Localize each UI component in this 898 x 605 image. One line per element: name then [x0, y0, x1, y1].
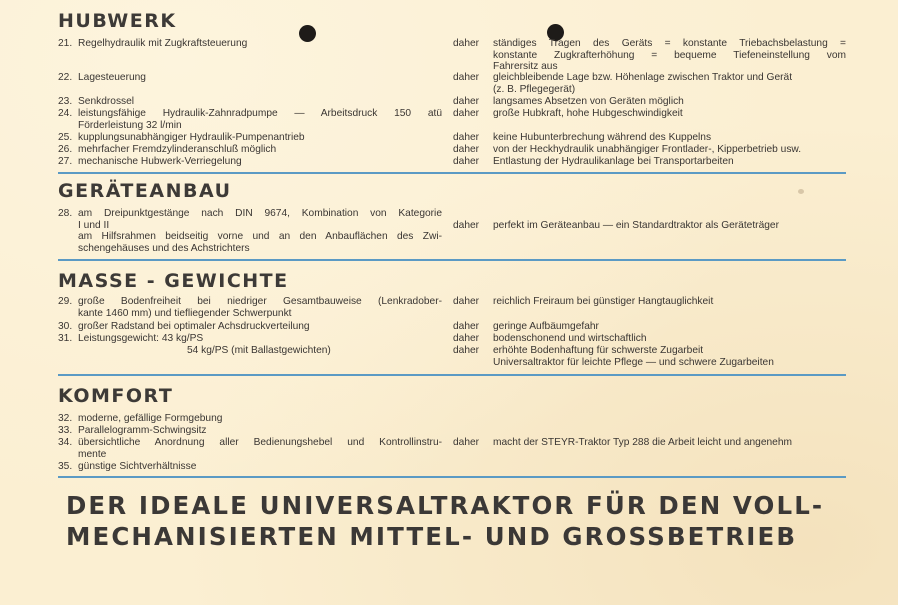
item-feature — [78, 72, 442, 84]
item-benefit — [493, 345, 846, 368]
feature-line: mehrfacher Fremdzylinderanschluß möglich — [78, 144, 277, 155]
feature-line: schengehäuses und des Achstrichters — [78, 242, 250, 254]
item-number: 27. — [58, 156, 73, 167]
item-number: 22. — [58, 72, 73, 83]
feature-line: großer Radstand bei optimaler Achsdruckverteilung — [78, 321, 310, 332]
item-number: 32. — [58, 413, 73, 424]
item-feature — [78, 437, 442, 460]
feature-line: am Dreipunktgestänge nach DIN 9674, Kombination von Kategorie — [78, 208, 442, 219]
section-divider — [58, 476, 846, 478]
section-heading: GERÄTEANBAU — [58, 180, 232, 202]
feature-line: Regelhydraulik mit Zugkraftsteuerung — [78, 38, 248, 49]
item-number: 28. — [58, 208, 73, 219]
item-feature — [78, 108, 442, 131]
item-benefit — [493, 108, 846, 120]
benefit-line: konstante Zugkrafterhöhung = bequeme Tiefeneinstellung vom — [493, 49, 846, 61]
item-number: 24. — [58, 108, 73, 119]
item-daher: daher — [453, 220, 480, 231]
section-heading: HUBWERK — [58, 10, 177, 32]
item-benefit — [493, 333, 846, 345]
item-daher: daher — [453, 96, 480, 107]
slogan-line: DER IDEALE UNIVERSALTRAKTOR FÜR DEN VOLL- — [66, 491, 825, 520]
item-feature — [78, 208, 442, 254]
item-benefit — [493, 220, 846, 232]
section-divider — [58, 259, 846, 261]
benefit-line: große Hubkraft, hohe Hubgeschwindigkeit — [493, 108, 683, 119]
feature-line: mechanische Hubwerk-Verriegelung — [78, 156, 242, 167]
benefit-line: langsames Absetzen von Geräten möglich — [493, 96, 684, 107]
item-feature — [78, 461, 442, 473]
benefit-line: ständiges Tragen des Geräts = konstante Triebachsbelastung = — [493, 38, 846, 49]
benefit-line: von der Heckhydraulik unabhängiger Frontlader-, Kipperbetrieb usw. — [493, 144, 802, 155]
benefit-line: reichlich Freiraum bei günstiger Hangtauglichkeit — [493, 296, 714, 307]
item-daher: daher — [453, 156, 480, 167]
item-feature — [78, 132, 442, 144]
item-number: 34. — [58, 437, 73, 448]
section-heading: MASSE - GEWICHTE — [58, 270, 289, 292]
item-benefit — [493, 144, 846, 156]
item-daher: daher — [453, 132, 480, 143]
item-number: 29. — [58, 296, 73, 307]
feature-line: Leistungsgewicht: 43 kg/PS — [78, 333, 204, 344]
item-feature — [78, 296, 442, 319]
item-benefit — [493, 156, 846, 168]
item-benefit — [493, 132, 846, 144]
benefit-line: geringe Aufbäumgefahr — [493, 321, 599, 332]
item-benefit — [493, 321, 846, 333]
section-geraeteanbau — [58, 180, 846, 202]
benefit-line: gleichbleibende Lage bzw. Höhenlage zwischen Traktor und Gerät — [493, 72, 793, 83]
item-daher: daher — [453, 108, 480, 119]
slogan-line: MECHANISIERTEN MITTEL- UND GROSSBETRIEB — [66, 522, 798, 551]
item-number: 23. — [58, 96, 73, 107]
item-number: 26. — [58, 144, 73, 155]
item-feature — [78, 321, 442, 333]
benefit-line: Fahrersitz aus — [493, 61, 558, 72]
item-number: 31. — [58, 333, 73, 344]
feature-line: mente — [78, 448, 107, 460]
item-daher: daher — [453, 321, 480, 332]
feature-line: Förderleistung 32 l/min — [78, 119, 182, 131]
item-daher: daher — [453, 296, 480, 307]
item-daher: daher — [453, 144, 480, 155]
feature-line: kante 1460 mm) und tiefliegender Schwerpunkt — [78, 307, 292, 319]
item-feature — [78, 333, 442, 356]
item-daher: daher — [453, 72, 480, 83]
section-divider — [58, 374, 846, 376]
item-benefit — [493, 437, 846, 449]
item-feature — [78, 144, 442, 156]
benefit-line: erhöhte Bodenhaftung für schwerste Zugarbeit — [493, 345, 704, 356]
feature-line: günstige Sichtverhältnisse — [78, 461, 197, 472]
section-heading: KOMFORT — [58, 385, 174, 407]
item-daher: daher — [453, 345, 480, 356]
feature-line: am Hilfsrahmen beidseitig vorne und an den Anbauflächen des Zwi- — [78, 231, 442, 242]
item-feature — [78, 156, 442, 168]
feature-line: Parallelogramm-Schwingsitz — [78, 425, 207, 436]
item-number: 30. — [58, 321, 73, 332]
item-daher: daher — [453, 38, 480, 49]
item-daher: daher — [453, 437, 480, 448]
item-benefit — [493, 96, 846, 108]
closing-slogan — [66, 490, 856, 552]
benefit-line: keine Hubunterbrechung während des Kuppelns — [493, 132, 712, 143]
section-masse-gewichte — [58, 270, 846, 292]
feature-line: kupplungsunabhängiger Hydraulik-Pumpenantrieb — [78, 132, 305, 143]
feature-line: I und II — [78, 219, 110, 231]
item-benefit — [493, 296, 846, 308]
item-number: 25. — [58, 132, 73, 143]
item-feature — [78, 413, 442, 425]
benefit-line: macht der STEYR-Traktor Typ 288 die Arbeit leicht und angenehm — [493, 437, 792, 448]
feature-line: moderne, gefällige Formgebung — [78, 413, 223, 424]
section-divider — [58, 172, 846, 174]
item-feature — [78, 96, 442, 108]
benefit-line: perfekt im Geräteanbau — ein Standardtraktor als Geräteträger — [493, 220, 779, 231]
item-benefit — [493, 38, 846, 73]
feature-line: übersichtliche Anordnung aller Bedienungshebel und Kontrollinstru- — [78, 437, 442, 448]
item-feature — [78, 38, 442, 50]
benefit-line: Universaltraktor für leichte Pflege — und schwere Zugarbeiten — [493, 356, 774, 368]
feature-line: 54 kg/PS (mit Ballastgewichten) — [187, 344, 331, 356]
benefit-line: bodenschonend und wirtschaftlich — [493, 333, 647, 344]
item-benefit — [493, 72, 846, 95]
feature-line: leistungsfähige Hydraulik-Zahnradpumpe — Arbeitsdruck 150 atü — [78, 108, 442, 119]
item-feature — [78, 425, 442, 437]
item-number: 33. — [58, 425, 73, 436]
item-number: 35. — [58, 461, 73, 472]
feature-line: große Bodenfreiheit bei niedriger Gesamtbauweise (Lenkradober- — [78, 296, 442, 307]
item-daher: daher — [453, 333, 480, 344]
feature-line: Senkdrossel — [78, 96, 135, 107]
section-hubwerk — [58, 10, 846, 32]
benefit-line: (z. B. Pflegegerät) — [493, 83, 576, 95]
feature-line: Lagesteuerung — [78, 72, 146, 83]
item-number: 21. — [58, 38, 73, 49]
section-komfort — [58, 385, 846, 407]
benefit-line: Entlastung der Hydraulikanlage bei Transportarbeiten — [493, 156, 734, 167]
